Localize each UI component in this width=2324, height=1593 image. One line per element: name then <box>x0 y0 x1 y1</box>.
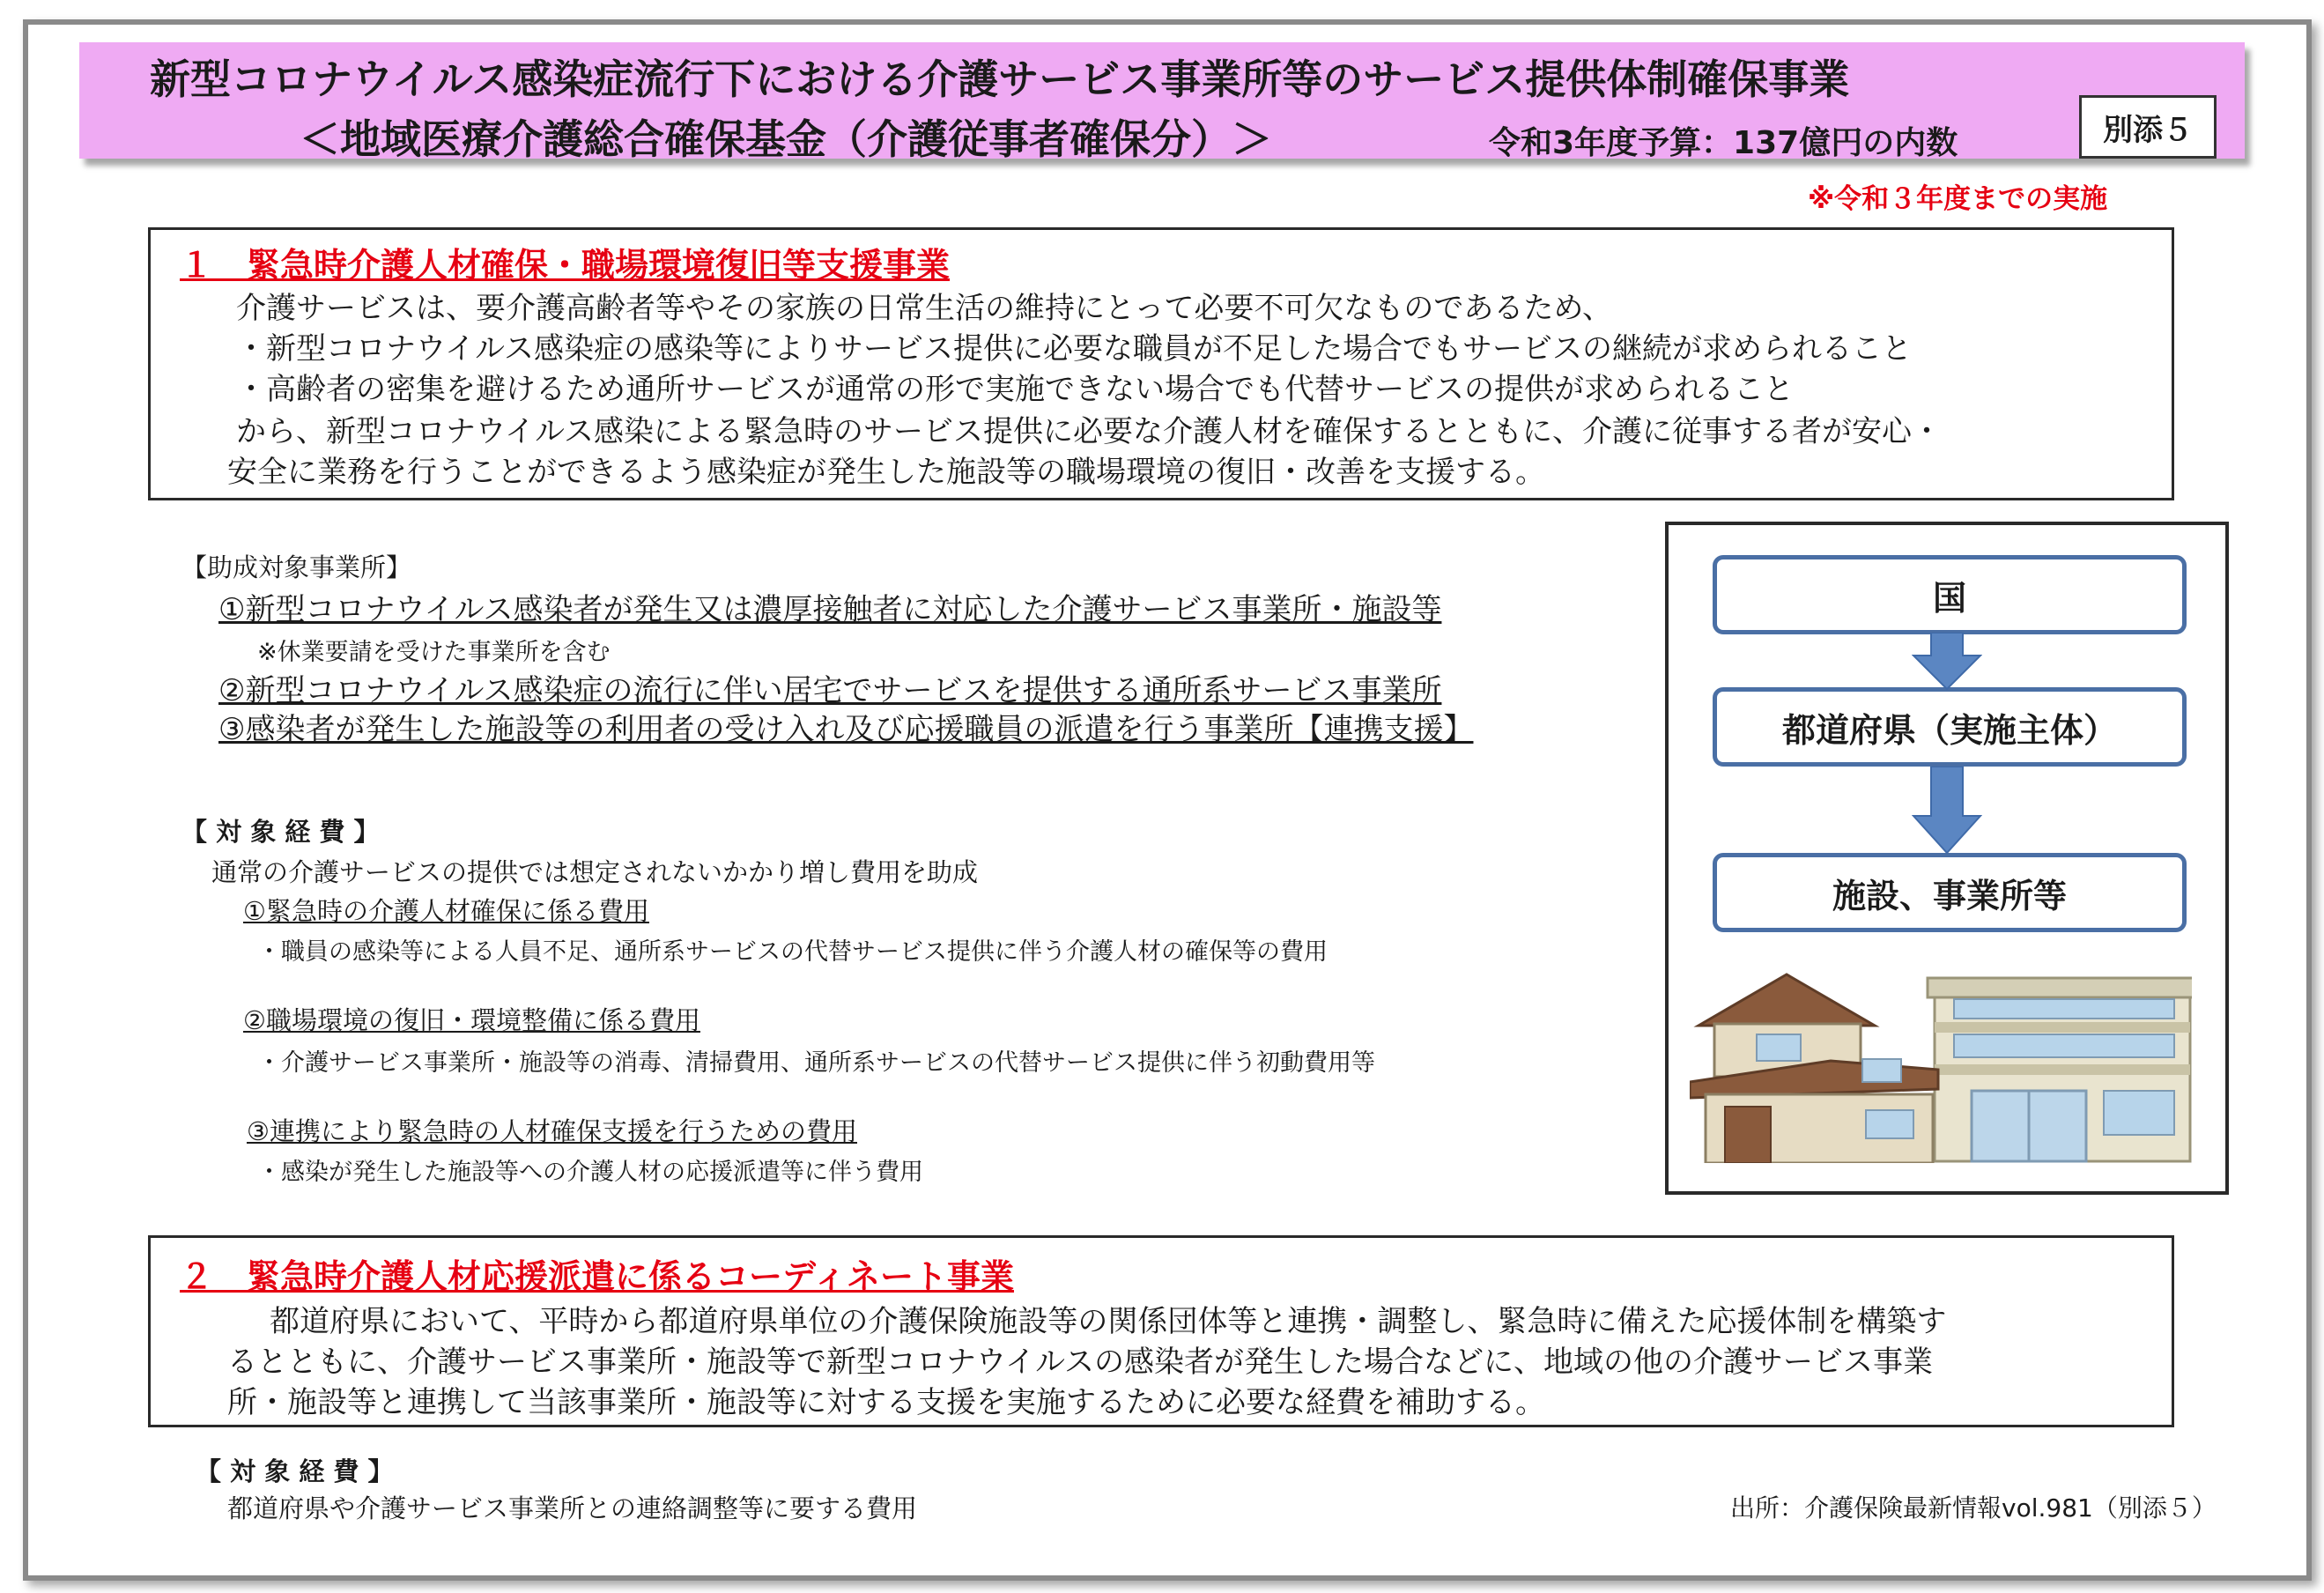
budget-label: 令和3年度予算：137億円の内数 <box>1489 125 1958 161</box>
subsidy-targets-heading: 【助成対象事業所】 <box>181 552 412 582</box>
page-title: 新型コロナウイルス感染症流行下における介護サービス事業所等のサービス提供体制確保事業 <box>150 56 1850 103</box>
page-subtitle: ＜地域医療介護総合確保基金（介護従事者確保分）＞ <box>300 115 1272 163</box>
section2-costs-detail: 都道府県や介護サービス事業所との連絡調整等に要する費用 <box>227 1493 918 1523</box>
section1-heading: １ 緊急時介護人材確保・職場環境復旧等支援事業 <box>180 246 951 285</box>
section1-line: ・高齢者の密集を避けるため通所サービスが通常の形で実施できない場合でも代替サービスの提供が求められること <box>236 372 1794 407</box>
flow-arrow-down-icon <box>1912 633 1982 691</box>
target-costs-intro: 通常の介護サービスの提供では想定されないかかり増し費用を助成 <box>211 857 979 887</box>
section1-line: 安全に業務を行うことができるよう感染症が発生した施設等の職場環境の復旧・改善を支援する。 <box>227 455 1545 490</box>
attachment-badge: 別添５ <box>2079 95 2217 159</box>
care-facility-buildings-icon <box>1690 973 2192 1163</box>
source-note: 出所：介護保険最新情報vol.981（別添５） <box>1730 1493 2217 1523</box>
cost-item-detail: ・介護サービス事業所・施設等の消毒、清掃費用、通所系サービスの代替サービス提供に伴う初動費用等 <box>257 1049 1375 1077</box>
subsidy-target-item: ②新型コロナウイルス感染症の流行に伴い居宅でサービスを提供する通所系サービス事業所 <box>218 673 1442 708</box>
section1-line: から、新型コロナウイルス感染による緊急時のサービス提供に必要な介護人材を確保するとともに、介護に従事する者が安心・ <box>236 414 1942 449</box>
subsidy-target-note: ※休業要請を受けた事業所を含む <box>257 639 611 666</box>
flow-arrow-down-icon <box>1912 767 1982 855</box>
section2-line: るとともに、介護サービス事業所・施設等で新型コロナウイルスの感染者が発生した場合などに、地域の他の介護サービス事業 <box>227 1345 1933 1380</box>
section1-line: 介護サービスは、要介護高齢者等やその家族の日常生活の維持にとって必要不可欠なものであるため、 <box>236 291 1612 326</box>
section2-heading: ２ 緊急時介護人材応援派遣に係るコーディネート事業 <box>180 1257 1014 1296</box>
cost-item-title: ②職場環境の復旧・環境整備に係る費用 <box>243 1005 700 1035</box>
cost-item-detail: ・感染が発生した施設等への介護人材の応援派遣等に伴う費用 <box>257 1159 923 1186</box>
subsidy-target-item: ①新型コロナウイルス感染者が発生又は濃厚接触者に対応した介護サービス事業所・施設等 <box>218 592 1442 627</box>
flow-node-prefecture: 都道府県（実施主体） <box>1713 687 2187 767</box>
section2-line: 所・施設等と連携して当該事業所・施設等に対する支援を実施するために必要な経費を補助する。 <box>227 1385 1545 1420</box>
cost-item-title: ①緊急時の介護人材確保に係る費用 <box>243 896 649 926</box>
flow-node-country: 国 <box>1713 555 2187 634</box>
section2-costs-heading: 【 対 象 経 費 】 <box>196 1456 394 1486</box>
section2-line: 都道府県において、平時から都道府県単位の介護保険施設等の関係団体等と連携・調整し、緊急時に備えた応援体制を構築す <box>270 1304 1947 1339</box>
flow-node-facilities: 施設、事業所等 <box>1713 853 2187 932</box>
section1-line: ・新型コロナウイルス感染症の感染等によりサービス提供に必要な職員が不足した場合でもサービスの継続が求められること <box>236 331 1912 367</box>
cost-item-title: ③連携により緊急時の人材確保支援を行うための費用 <box>247 1116 857 1146</box>
target-costs-heading: 【 対 象 経 費 】 <box>181 817 380 847</box>
implementation-note: ※令和３年度までの実施 <box>1808 183 2108 215</box>
cost-item-detail: ・職員の感染等による人員不足、通所系サービスの代替サービス提供に伴う介護人材の確保等の費用 <box>257 938 1328 966</box>
subsidy-target-item: ③感染者が発生した施設等の利用者の受け入れ及び応援職員の派遣を行う事業所【連携支援】 <box>218 712 1474 747</box>
